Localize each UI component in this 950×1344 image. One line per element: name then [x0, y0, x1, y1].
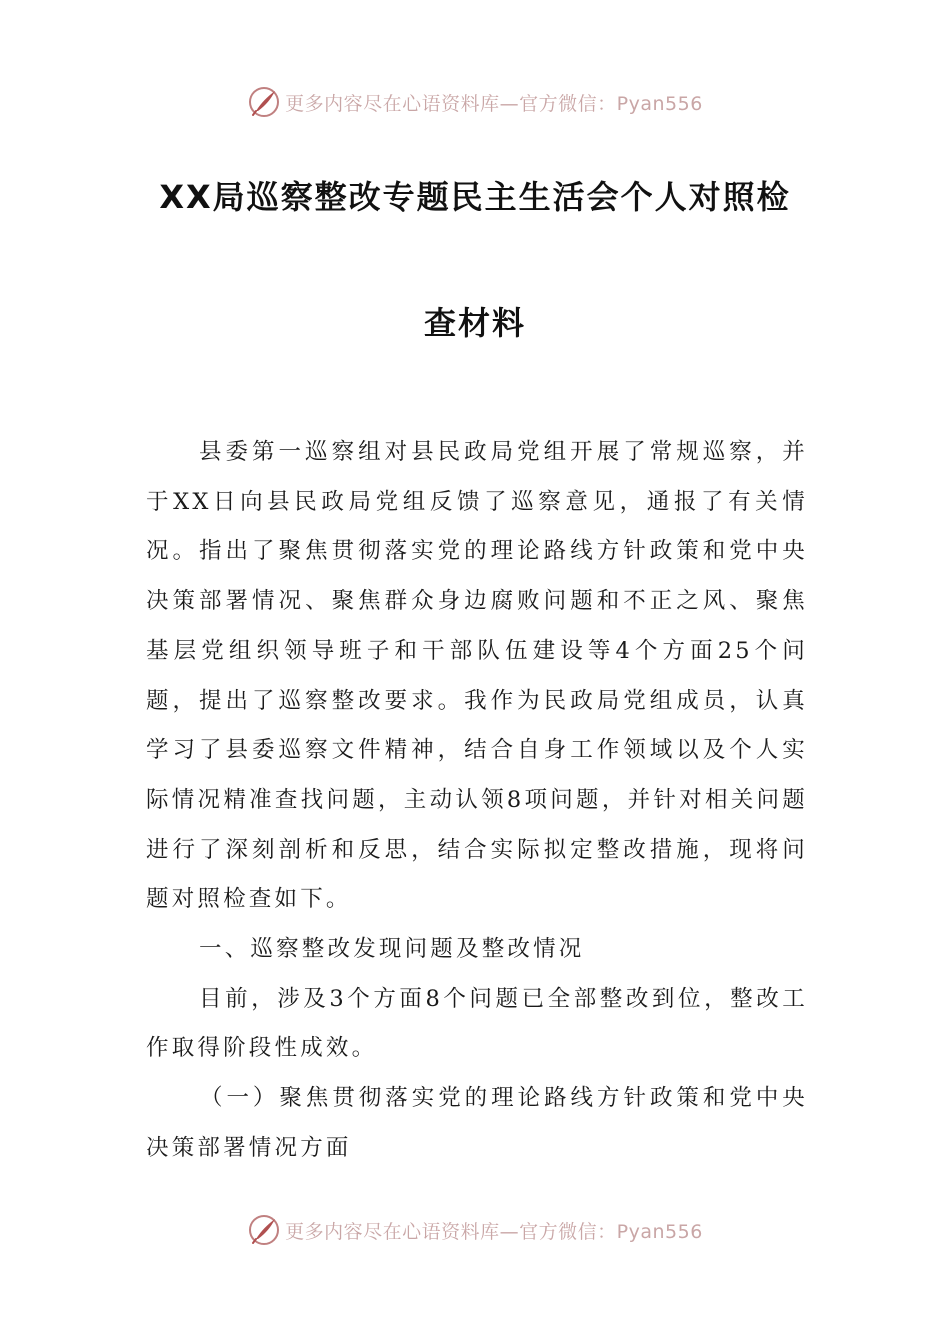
watermark-text: 更多内容尽在心语资料库—官方微信：Pyan556: [285, 1220, 703, 1243]
section-body-paragraph: 目前，涉及3个方面8个问题已全部整改到位，整改工作取得阶段性成效。: [146, 985, 808, 1062]
subsection-heading: （一）聚焦贯彻落实党的理论路线方针政策和党中央决策部署情况方面: [146, 1085, 808, 1161]
watermark-text: 更多内容尽在心语资料库—官方微信：Pyan556: [285, 92, 703, 115]
watermark-footer: [0, 1210, 950, 1250]
document-body: [146, 428, 808, 1174]
section-heading: 一、巡察整改发现问题及整改情况: [199, 936, 585, 963]
intro-paragraph: 县委第一巡察组对县民政局党组开展了常规巡察，并于XX日向县民政局党组反馈了巡察意见，通报了有关情况。指出了聚焦贯彻落实党的理论路线方针政策和党中央决策部署情况、聚焦群众身边腐败问题和不正之风、聚焦基层党组织领导班子和干部队伍建设等4个方面25个问题，提出了巡察整改要求。我作为民政局党组成员，认真学习了县委巡察文件精神，结合自身工作领域以及个人实际情况精准查找问题，主动认领8项问题，并针对相关问题进行了深刻剖析和反思，结合实际拟定整改措施，现将问题对照检查如下。: [146, 439, 808, 913]
document-title-line-2: 查材料: [423, 304, 526, 342]
watermark-header: [0, 82, 950, 122]
quill-pen-icon: [247, 1213, 281, 1247]
document-title-line-1: XX局巡察整改专题民主生活会个人对照检: [159, 178, 791, 216]
quill-pen-icon: [247, 85, 281, 119]
